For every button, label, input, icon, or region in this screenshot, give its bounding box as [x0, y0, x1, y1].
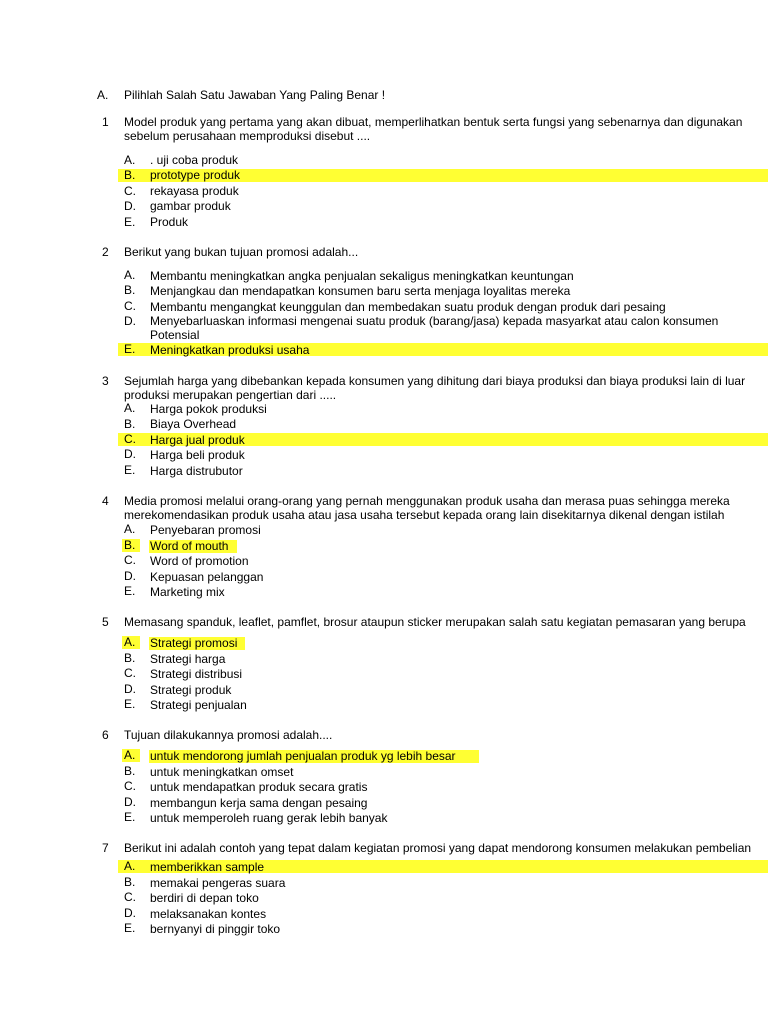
option-letter: B. [124, 764, 136, 778]
option-text: Marketing mix [150, 585, 225, 599]
question-number: 4 [102, 494, 109, 508]
question-text: Model produk yang pertama yang akan dibuat, memperlihatkan bentuk serta fungsi yang sebenarnya dan digunakan [124, 115, 743, 129]
option-letter: C. [124, 553, 136, 567]
question-text: sebelum perusahaan memproduksi disebut .... [124, 129, 371, 143]
question-text: Media promosi melalui orang-orang yang pernah menggunakan produk usaha dan merasa puas sehingga mereka [124, 494, 730, 508]
section-instruction: Pilihlah Salah Satu Jawaban Yang Paling Benar ! [124, 88, 386, 102]
option-text: Biaya Overhead [150, 417, 237, 431]
option-text: Meningkatkan produksi usaha [150, 343, 310, 357]
question-number: 2 [102, 245, 109, 259]
option-letter: E. [124, 697, 136, 711]
option-letter: C. [124, 666, 136, 680]
option-letter: E. [124, 584, 136, 598]
option-text: Potensial [150, 328, 200, 342]
option-text: Menjangkau dan mendapatkan konsumen baru serta menjaga loyalitas mereka [150, 284, 571, 298]
option-text: Word of mouth [150, 539, 229, 553]
option-text: memberikkan sample [150, 860, 265, 874]
option-text: Menyebarluaskan informasi mengenai suatu produk (barang/jasa) kepada masyarkat atau calon konsumen [150, 314, 719, 328]
option-letter: A. [124, 522, 136, 536]
question-text: produksi merupakan pengertian dari ..... [124, 388, 337, 402]
option-text: Strategi harga [150, 652, 226, 666]
option-letter: E. [124, 921, 136, 935]
option-text: Membantu meningkatkan angka penjualan sekaligus meningkatkan keuntungan [150, 269, 574, 283]
option-letter: D. [124, 795, 136, 809]
option-text: Word of promotion [150, 554, 249, 568]
option-text: Kepuasan pelanggan [150, 570, 264, 584]
option-text: Strategi penjualan [150, 698, 247, 712]
option-text: . uji coba produk [150, 153, 239, 167]
question-text: Memasang spanduk, leaflet, pamflet, brosur ataupun sticker merupakan salah satu kegiatan pemasaran yang berupa [124, 615, 746, 629]
option-letter: C. [124, 890, 136, 904]
option-letter: E. [124, 463, 136, 477]
option-letter: B. [124, 651, 136, 665]
option-letter: E. [124, 810, 136, 824]
option-letter: E. [124, 215, 136, 229]
option-text: melaksanakan kontes [150, 907, 267, 921]
option-text: berdiri di depan toko [150, 891, 259, 905]
option-text: Produk [150, 215, 189, 229]
option-letter: A. [124, 153, 136, 167]
section-letter: A. [97, 88, 109, 102]
option-letter: B. [124, 875, 136, 889]
option-text: untuk memperoleh ruang gerak lebih banyak [150, 811, 388, 825]
option-letter: C. [124, 299, 136, 313]
option-letter: D. [124, 199, 136, 213]
option-text: Harga beli produk [150, 448, 245, 462]
option-letter: B. [124, 168, 136, 182]
option-text: Membantu mengangkat keunggulan dan membedakan suatu produk dengan produk dari pesaing [150, 300, 666, 314]
option-text: Harga pokok produksi [150, 402, 267, 416]
question-number: 7 [102, 841, 109, 855]
question-text: Berikut yang bukan tujuan promosi adalah... [124, 245, 359, 259]
option-letter: D. [124, 906, 136, 920]
question-number: 6 [102, 728, 109, 742]
option-letter: D. [124, 569, 136, 583]
option-letter: D. [124, 682, 136, 696]
option-text: Strategi produk [150, 683, 232, 697]
option-text: prototype produk [150, 168, 241, 182]
option-letter: C. [124, 432, 136, 446]
option-letter: A. [124, 748, 136, 762]
option-text: membangun kerja sama dengan pesaing [150, 796, 368, 810]
option-letter: A. [124, 268, 136, 282]
option-text: untuk meningkatkan omset [150, 765, 294, 779]
option-letter: C. [124, 184, 136, 198]
option-text: untuk mendorong jumlah penjualan produk yg lebih besar [150, 749, 456, 763]
option-letter: D. [124, 447, 136, 461]
question-text: Tujuan dilakukannya promosi adalah.... [124, 728, 333, 742]
option-text: memakai pengeras suara [150, 876, 286, 890]
option-letter: B. [124, 417, 136, 431]
option-text: Harga distrubutor [150, 464, 243, 478]
option-text: Strategi distribusi [150, 667, 243, 681]
option-letter: E. [124, 342, 136, 356]
question-number: 5 [102, 615, 109, 629]
option-letter: A. [124, 401, 136, 415]
option-letter: B. [124, 283, 136, 297]
option-letter: C. [124, 779, 136, 793]
option-text: Penyebaran promosi [150, 523, 261, 537]
option-letter: A. [124, 859, 136, 873]
option-text: untuk mendapatkan produk secara gratis [150, 780, 368, 794]
option-text: rekayasa produk [150, 184, 239, 198]
question-number: 3 [102, 374, 109, 388]
question-number: 1 [102, 115, 109, 129]
question-text: merekomendasikan produk usaha atau jasa usaha tersebut kepada orang lain disekitarnya dikenal dengan istilah [124, 508, 725, 522]
question-text: Sejumlah harga yang dibebankan kepada konsumen yang dihitung dari biaya produksi dan biaya produksi lain di luar [124, 374, 746, 388]
option-text: gambar produk [150, 199, 231, 213]
question-text: Berikut ini adalah contoh yang tepat dalam kegiatan promosi yang dapat mendorong konsumen melakukan pembelian [124, 841, 752, 855]
option-text: Harga jual produk [150, 433, 245, 447]
option-letter: B. [124, 538, 136, 552]
option-letter: D. [124, 314, 136, 328]
option-letter: A. [124, 635, 136, 649]
option-text: bernyanyi di pinggir toko [150, 922, 281, 936]
option-text: Strategi promosi [150, 636, 238, 650]
